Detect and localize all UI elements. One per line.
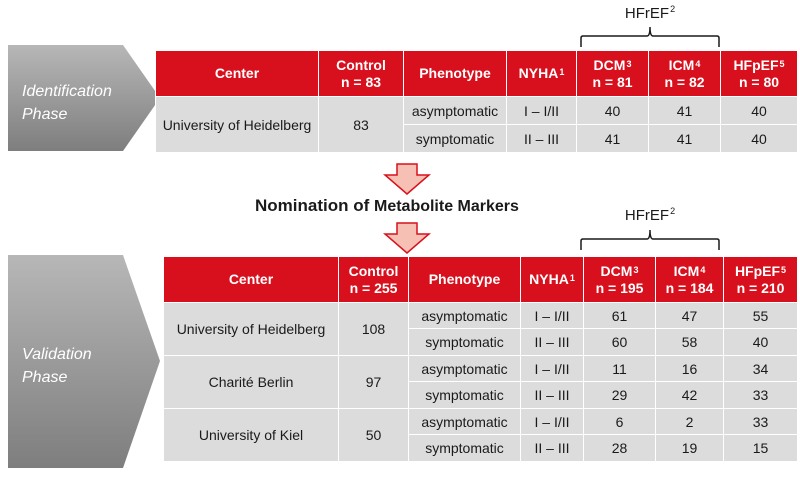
identification-brace-label: [580, 5, 720, 22]
phenotype-cell: asymptomatic: [409, 356, 521, 382]
valid-header-hfpef-n: n = 210: [736, 279, 785, 296]
identification-hfref-brace: [580, 26, 720, 48]
valid-header-dcm-text: DCM: [600, 262, 633, 279]
identification-table: [155, 50, 798, 153]
nyha-cell: II – III: [521, 329, 584, 356]
ident-header-hfpef-sup: 5: [779, 58, 785, 69]
hfpef-cell: 34: [724, 356, 798, 382]
control-cell: 97: [339, 356, 409, 409]
valid-header-hfpef: [724, 257, 798, 303]
valid-header-phenotype: [409, 257, 521, 303]
validation-phase-chevron: [8, 255, 160, 468]
valid-header-dcm-sup: 3: [633, 264, 639, 275]
icm-cell: 47: [656, 303, 724, 329]
control-cell: 50: [339, 409, 409, 462]
nyha-cell: I – I/II: [521, 409, 584, 435]
icm-cell: 42: [656, 382, 724, 409]
dcm-cell: 6: [584, 409, 656, 435]
valid-header-center-text: Center: [228, 271, 274, 287]
valid-header-icm-text: ICM: [673, 262, 700, 279]
nyha-cell: I – I/II: [521, 303, 584, 329]
phenotype-cell: symptomatic: [409, 329, 521, 356]
hfpef-cell: 40: [721, 97, 798, 125]
ident-header-hfpef-text: HFpEF: [733, 56, 779, 73]
center-cell: Charité Berlin: [164, 356, 339, 409]
ident-header-control: [319, 51, 404, 97]
valid-header-nyha: [521, 257, 584, 303]
table-row: [164, 303, 798, 329]
control-cell: 83: [319, 97, 404, 153]
phenotype-cell: symptomatic: [404, 125, 507, 153]
valid-header-hfpef-sup: 5: [781, 264, 787, 275]
hfpef-cell: 40: [721, 125, 798, 153]
ident-header-icm: [649, 51, 721, 97]
dcm-cell: 41: [577, 125, 649, 153]
ident-header-icm-n: n = 82: [664, 73, 705, 90]
control-cell: 108: [339, 303, 409, 356]
ident-header-center-text: Center: [214, 65, 260, 81]
ident-header-nyha-text: NYHA: [518, 65, 559, 81]
identification-brace-text: HFrEF: [624, 5, 670, 22]
nyha-cell: II – III: [507, 125, 577, 153]
center-cell: University of Heidelberg: [156, 97, 319, 153]
hfpef-cell: 33: [724, 409, 798, 435]
ident-header-icm-sup: 4: [695, 58, 701, 69]
nyha-cell: I – I/II: [521, 356, 584, 382]
center-cell: University of Kiel: [164, 409, 339, 462]
icm-cell: 58: [656, 329, 724, 356]
dcm-cell: 11: [584, 356, 656, 382]
icm-cell: 41: [649, 97, 721, 125]
nyha-cell: II – III: [521, 382, 584, 409]
ident-header-dcm: [577, 51, 649, 97]
nomination-prefix: Nomination of: [255, 196, 374, 215]
valid-header-icm: [656, 257, 724, 303]
dcm-cell: 61: [584, 303, 656, 329]
nyha-cell: II – III: [521, 435, 584, 462]
ident-header-nyha-sup: 1: [559, 67, 565, 77]
table-row: [156, 97, 798, 125]
identification-phase-chevron: [8, 45, 160, 151]
phenotype-cell: symptomatic: [409, 435, 521, 462]
hfpef-cell: 40: [724, 329, 798, 356]
phenotype-cell: asymptomatic: [409, 303, 521, 329]
table-row: [164, 356, 798, 382]
valid-header-hfpef-text: HFpEF: [734, 262, 781, 279]
center-cell: University of Heidelberg: [164, 303, 339, 356]
table-row: [164, 409, 798, 435]
icm-cell: 41: [649, 125, 721, 153]
valid-header-dcm: [584, 257, 656, 303]
valid-header-nyha-text: NYHA: [529, 271, 569, 287]
ident-header-dcm-sup: 3: [626, 58, 632, 69]
ident-header-phenotype-text: Phenotype: [419, 65, 491, 81]
phenotype-cell: asymptomatic: [404, 97, 507, 125]
dcm-cell: 40: [577, 97, 649, 125]
ident-header-nyha: [507, 51, 577, 97]
down-arrow-icon: [383, 163, 431, 195]
valid-header-dcm-n: n = 195: [595, 279, 644, 296]
dcm-cell: 28: [584, 435, 656, 462]
icm-cell: 19: [656, 435, 724, 462]
identification-phase-label: Identification Phase: [22, 83, 112, 123]
valid-header-nyha-sup: 1: [569, 273, 575, 283]
validation-phase-label: Validation Phase: [22, 346, 92, 386]
valid-header-center: [164, 257, 339, 303]
dcm-cell: 29: [584, 382, 656, 409]
ident-header-dcm-n: n = 81: [592, 73, 633, 90]
ident-header-phenotype: [404, 51, 507, 97]
validation-table: [163, 256, 798, 462]
nomination-heading: [255, 196, 519, 216]
ident-header-center: [156, 51, 319, 97]
ident-header-hfpef-n: n = 80: [738, 73, 780, 90]
validation-header-row: [164, 257, 798, 303]
valid-header-icm-n: n = 184: [665, 279, 714, 296]
ident-header-icm-text: ICM: [668, 56, 695, 73]
validation-hfref-brace: [580, 229, 720, 251]
ident-header-dcm-text: DCM: [593, 56, 626, 73]
icm-cell: 2: [656, 409, 724, 435]
nyha-cell: I – I/II: [507, 97, 577, 125]
ident-header-hfpef: [721, 51, 798, 97]
hfpef-cell: 55: [724, 303, 798, 329]
down-arrow-icon: [383, 222, 431, 254]
identification-brace-sup: 2: [670, 4, 676, 14]
valid-header-phenotype-text: Phenotype: [428, 271, 501, 287]
phenotype-cell: symptomatic: [409, 382, 521, 409]
validation-brace-sup: 2: [670, 206, 676, 216]
identification-header-row: [156, 51, 798, 97]
phenotype-cell: asymptomatic: [409, 409, 521, 435]
nomination-suffix: Metabolite Markers: [373, 198, 519, 215]
dcm-cell: 60: [584, 329, 656, 356]
validation-brace-text: HFrEF: [624, 207, 670, 224]
ident-header-control-text: Control: [336, 56, 386, 73]
hfpef-cell: 15: [724, 435, 798, 462]
valid-header-icm-sup: 4: [700, 264, 706, 275]
valid-header-control-n: n = 255: [349, 279, 398, 296]
valid-header-control-text: Control: [348, 262, 399, 279]
validation-brace-label: [580, 207, 720, 224]
valid-header-control: [339, 257, 409, 303]
ident-header-control-n: n = 83: [340, 73, 382, 90]
icm-cell: 16: [656, 356, 724, 382]
hfpef-cell: 33: [724, 382, 798, 409]
